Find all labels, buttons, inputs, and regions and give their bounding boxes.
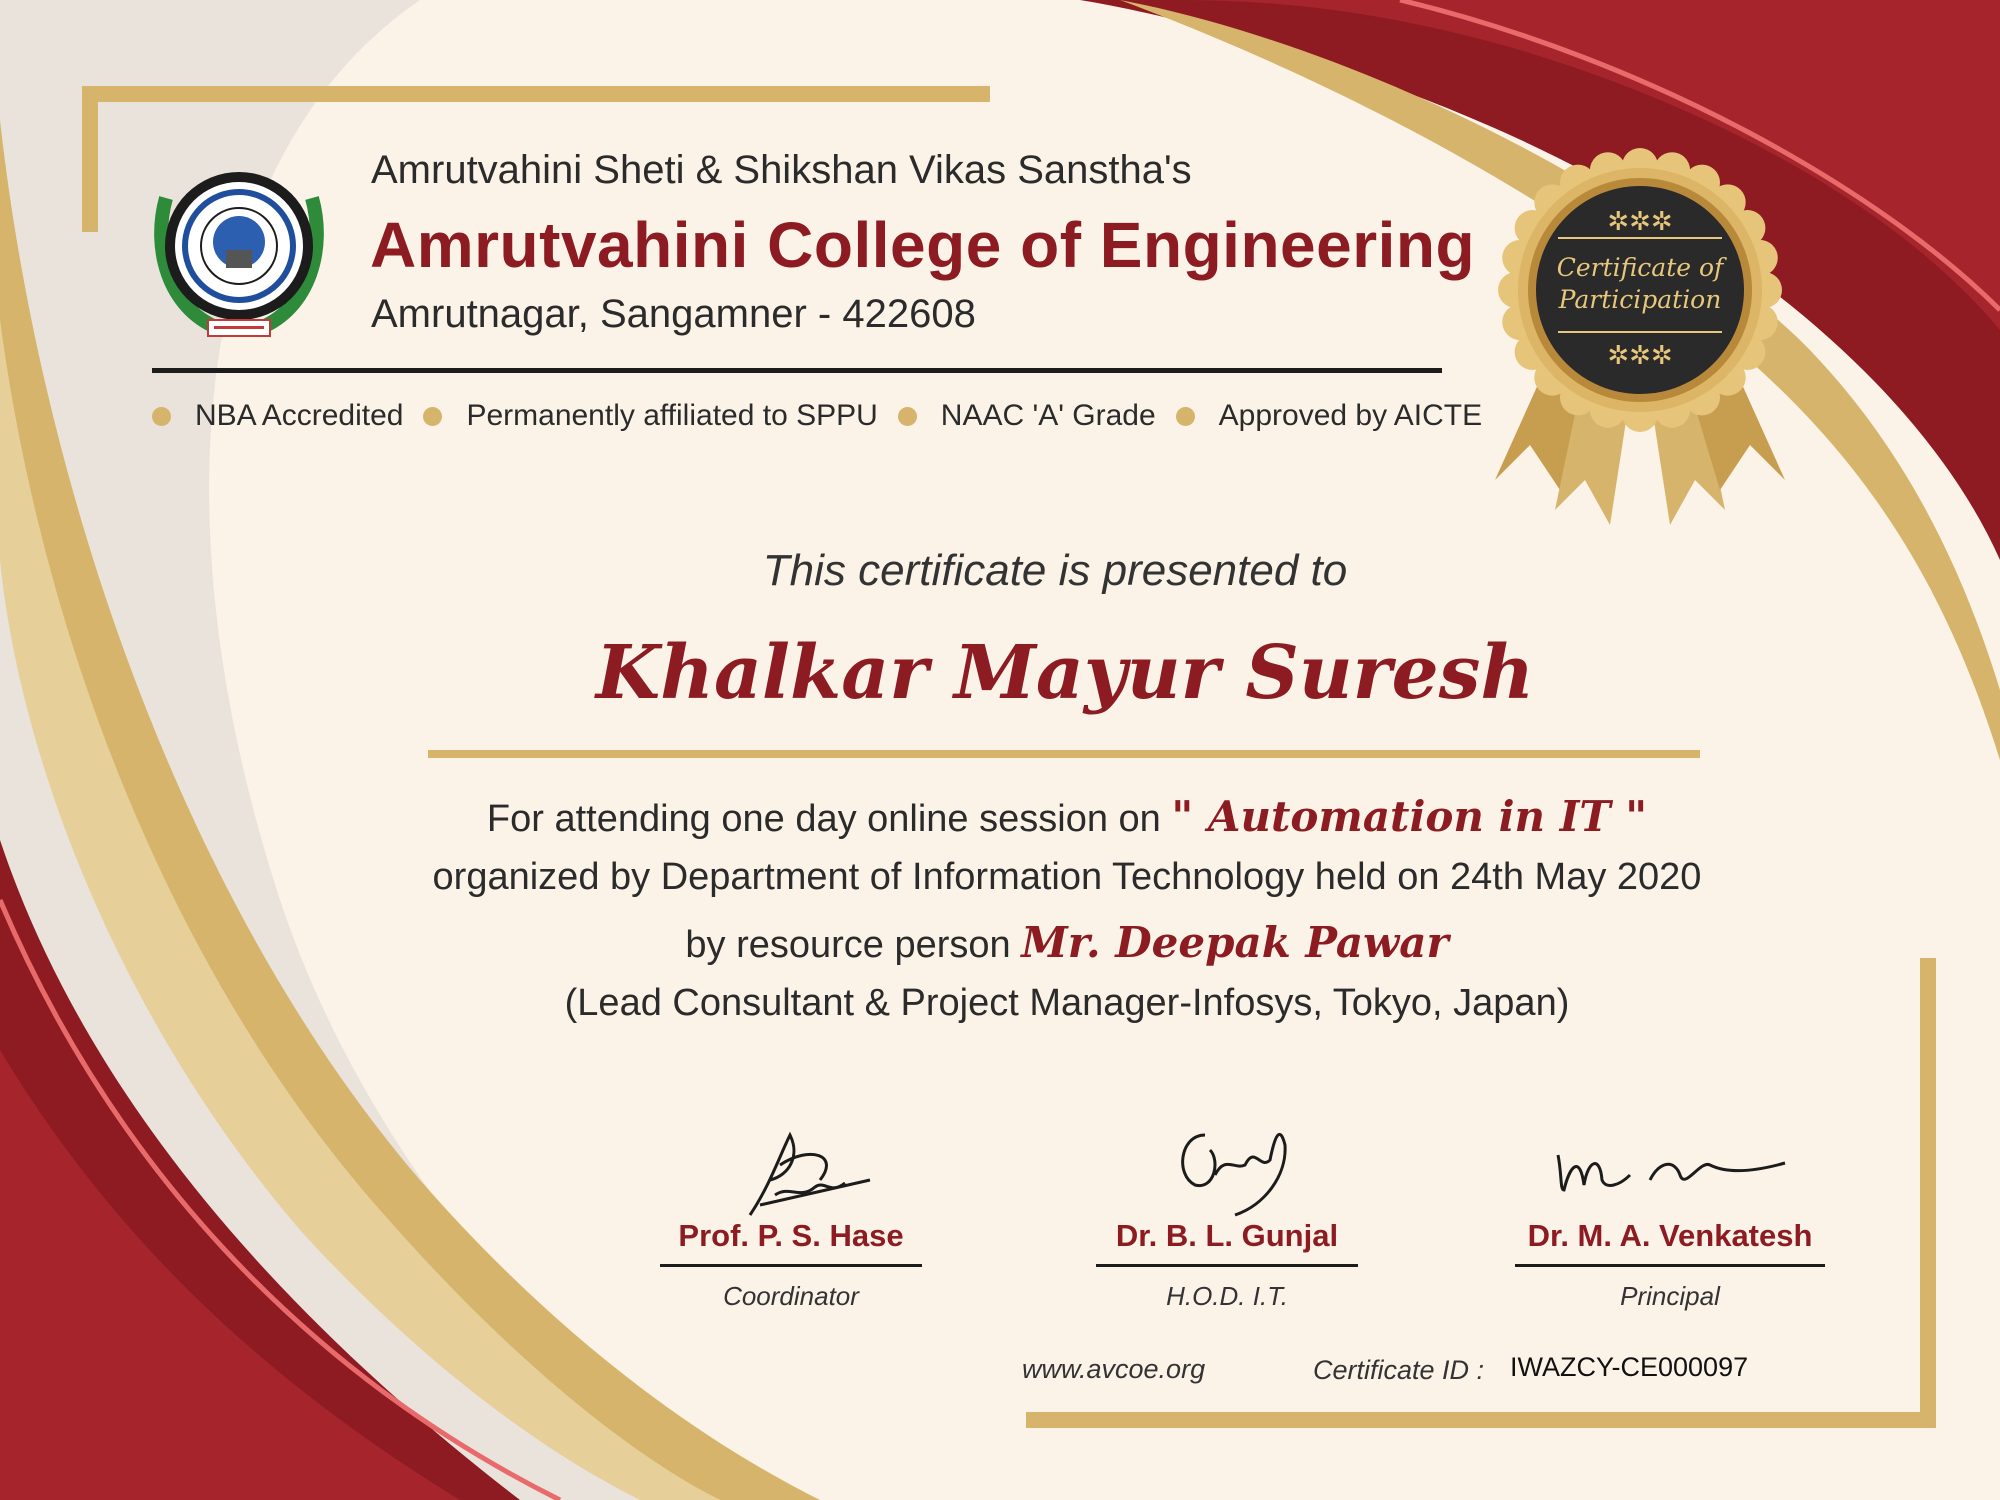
website-link[interactable]: www.avcoe.org [1022, 1354, 1206, 1384]
description-line-3: by resource person Mr. Deepak Pawar [685, 918, 1449, 967]
college-address: Amrutnagar, Sangamner - 422608 [371, 292, 976, 336]
accreditation-item: Approved by AICTE [1176, 399, 1482, 433]
accreditation-item: NAAC 'A' Grade [898, 399, 1156, 433]
signatory-coordinator [656, 1218, 926, 1312]
signatory-role: H.O.D. I.T. [1166, 1281, 1288, 1311]
signature-hase [730, 1125, 880, 1225]
college-logo [148, 158, 330, 340]
signature-line [660, 1264, 922, 1267]
certificate-id: IWAZCY-CE000097 [1510, 1352, 1749, 1382]
description-line-1: For attending one day online session on " Automation in IT " [486, 792, 1648, 841]
signatory-principal [1515, 1218, 1825, 1312]
signatory-name: Dr. B. L. Gunjal [1115, 1218, 1339, 1253]
signatory-name: Prof. P. S. Hase [678, 1218, 904, 1253]
certificate-id-label: Certificate ID : [1313, 1355, 1485, 1385]
participation-seal [1480, 140, 1800, 530]
bullet-icon [423, 407, 442, 426]
signature-line [1515, 1264, 1825, 1267]
bullet-icon [898, 407, 917, 426]
presented-to-text: This certificate is presented to [762, 546, 1348, 595]
header-divider [152, 368, 1442, 373]
seal-line-2: Participation [1558, 285, 1722, 314]
description-line-4: (Lead Consultant & Project Manager-Infosys, Tokyo, Japan) [564, 982, 1570, 1024]
bullet-icon [1176, 407, 1195, 426]
accreditation-item: Permanently affiliated to SPPU [423, 399, 877, 433]
accreditation-item: NBA Accredited [152, 399, 403, 433]
description-line-2: organized by Department of Information Technology held on 24th May 2020 [432, 856, 1702, 898]
seal-stars-bottom: ✲✲✲ [1607, 340, 1673, 370]
signature-line [1096, 1264, 1358, 1267]
name-underline [428, 750, 1700, 758]
session-topic: " Automation in IT " [1171, 792, 1648, 841]
bullet-icon [152, 407, 171, 426]
accreditation-list [152, 396, 1502, 436]
signature-venkatesh [1550, 1135, 1790, 1205]
recipient-name: Khalkar Mayur Suresh [595, 630, 1535, 716]
seal-line-1: Certificate of [1556, 253, 1724, 282]
signatory-name: Dr. M. A. Venkatesh [1527, 1218, 1813, 1253]
seal-stars-top: ✲✲✲ [1607, 206, 1673, 236]
signatory-role: Coordinator [723, 1281, 859, 1311]
signatory-role: Principal [1620, 1281, 1720, 1311]
signature-gunjal [1165, 1115, 1295, 1225]
signatory-hod [1092, 1218, 1362, 1312]
resource-person: Mr. Deepak Pawar [1021, 918, 1449, 967]
logo-motto [214, 326, 264, 329]
trust-name: Amrutvahini Sheti & Shikshan Vikas Sanstha's [371, 148, 1192, 192]
college-name: Amrutvahini College of Engineering [370, 209, 1476, 281]
